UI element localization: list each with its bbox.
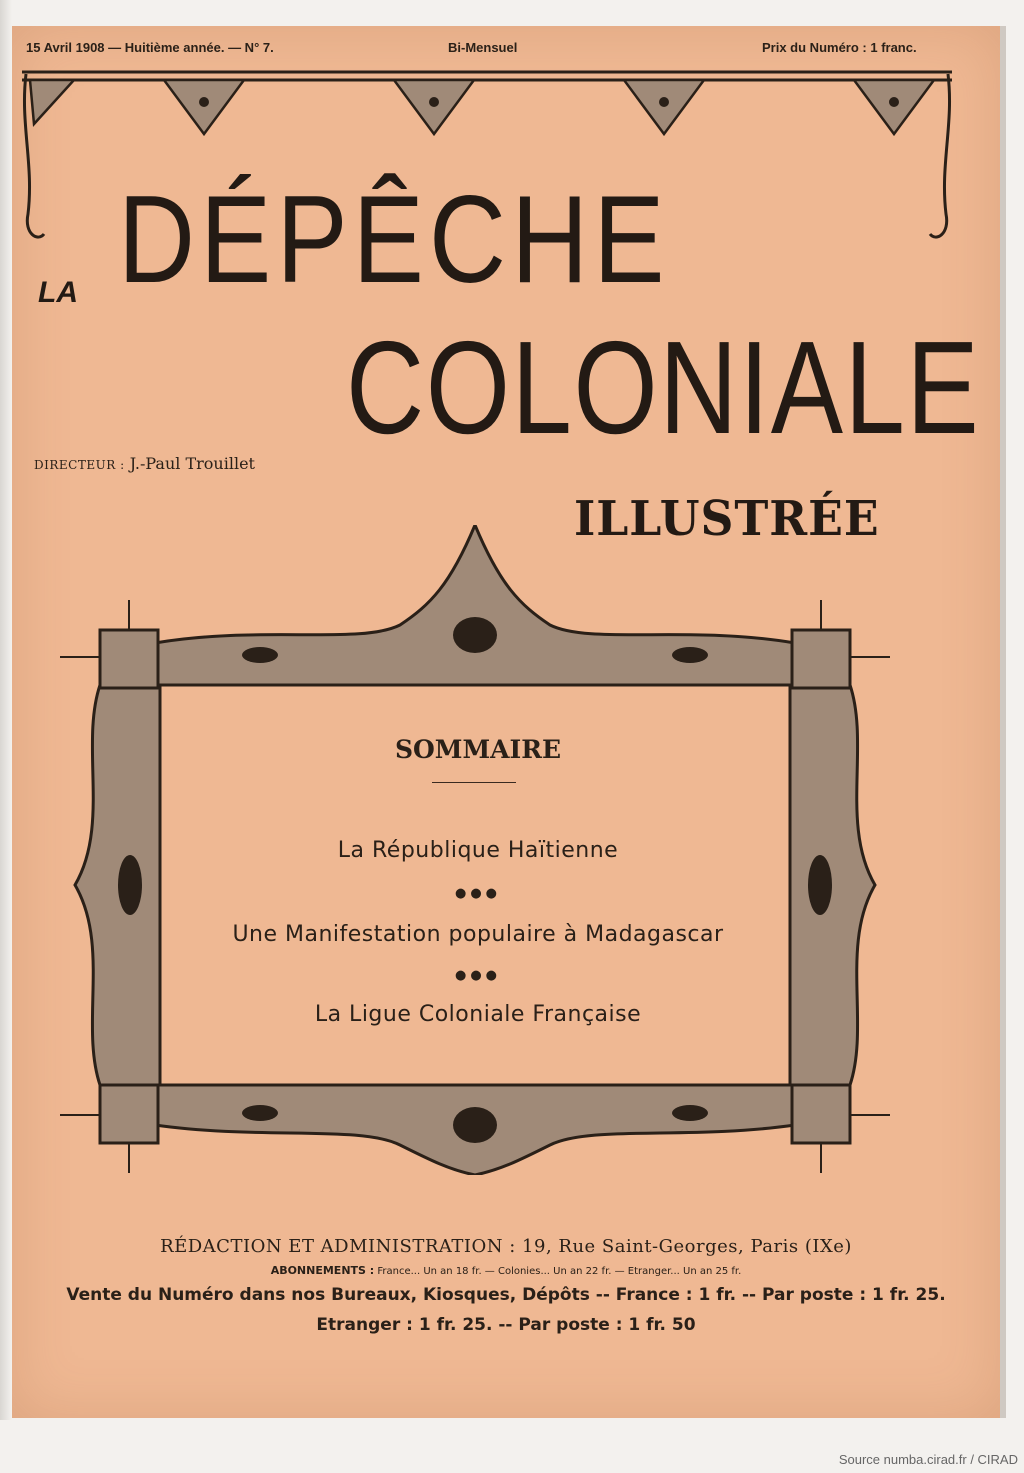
redaction-line: RÉDACTION ET ADMINISTRATION : 19, Rue Saint-Georges, Paris (IXe) [160, 1236, 852, 1257]
sommaire-item-3: La Ligue Coloniale Française [314, 1002, 642, 1027]
separator-1: ●●● [454, 886, 502, 901]
vente-line: Vente du Numéro dans nos Bureaux, Kiosques, Dépôts -- France : 1 fr. -- Par poste : 1 fr. 25. [66, 1285, 946, 1305]
masthead-depeche: DÉPÊCHE [118, 171, 670, 309]
sommaire-item-1: La République Haïtienne [337, 838, 619, 863]
sommaire-item-2: Une Manifestation populaire à Madagascar [232, 922, 724, 947]
directeur-line [34, 454, 255, 473]
masthead-coloniale: COLONIALE [346, 314, 981, 461]
abonnements-label: ABONNEMENTS : [270, 1264, 375, 1277]
abonnements-text: France... Un an 18 fr. — Colonies... Un an 22 fr. — Etranger... Un an 25 fr. [377, 1266, 742, 1277]
scan-left-edge [0, 0, 12, 1420]
source-credit: Source numba.cirad.fr / CIRAD [838, 1452, 1018, 1467]
masthead-illustree: ILLUSTRÉE [574, 491, 880, 547]
title-rule [432, 782, 516, 783]
price: Prix du Numéro : 1 franc. [762, 40, 917, 55]
scan-right-edge [1000, 26, 1006, 1418]
abonnements-line [12, 1264, 1000, 1277]
etranger-line: Etranger : 1 fr. 25. -- Par poste : 1 fr. 50 [316, 1315, 696, 1335]
separator-2: ●●● [454, 968, 502, 983]
directeur-label: DIRECTEUR : [34, 458, 125, 472]
frequency: Bi-Mensuel [448, 40, 518, 55]
sommaire-title: SOMMAIRE [394, 735, 562, 764]
masthead-article: LA [38, 276, 78, 309]
issue-date: 15 Avril 1908 — Huitième année. — N° 7. [26, 40, 274, 55]
directeur-name: J.-Paul Trouillet [129, 454, 255, 473]
